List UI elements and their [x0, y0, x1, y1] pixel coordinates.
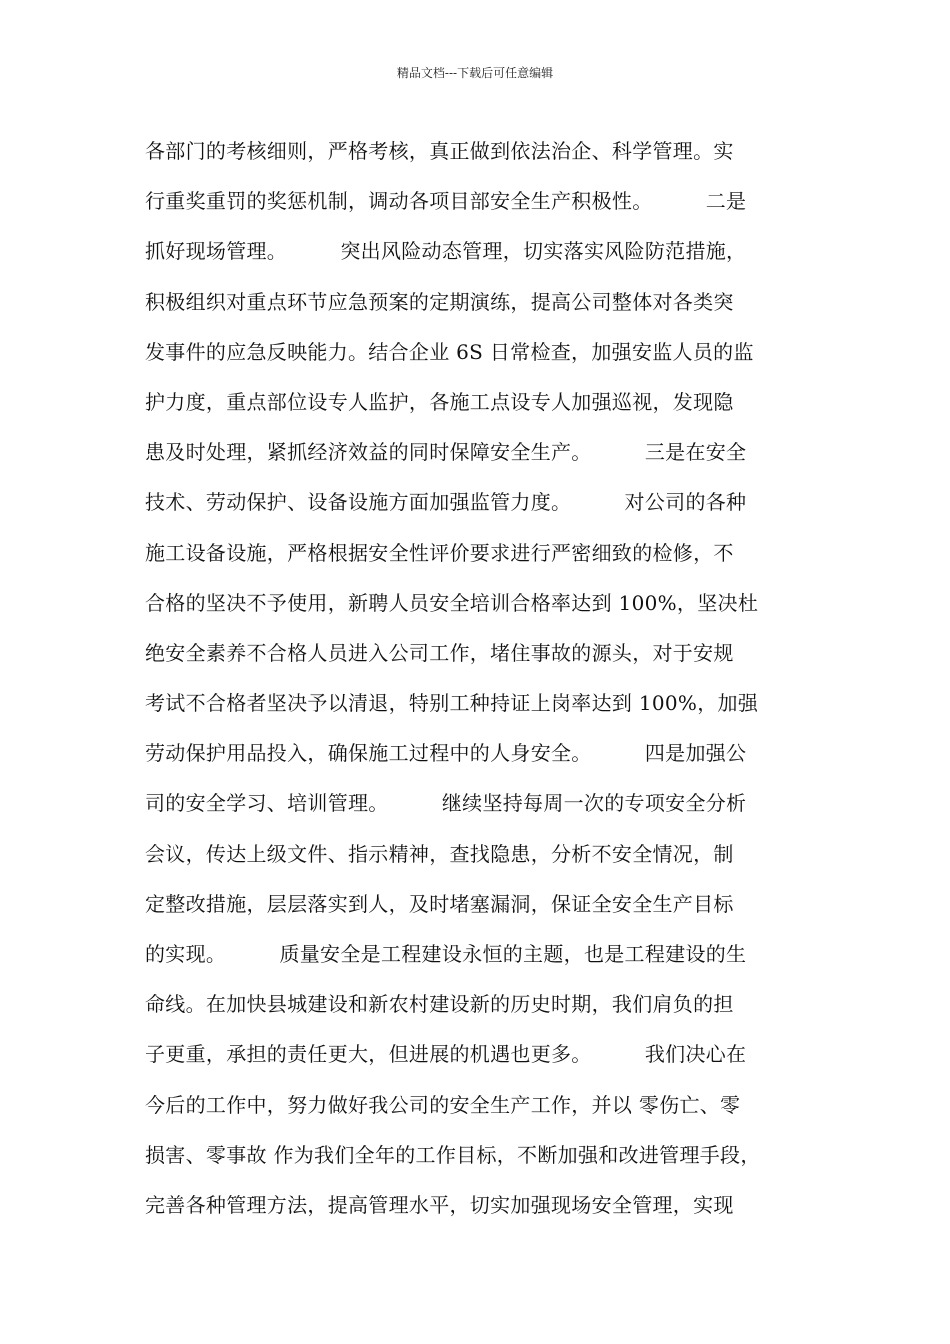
document-body [145, 126, 845, 1230]
text-line: 发事件的应急反映能力。结合企业 6S 日常检查，加强安监人员的监 [145, 339, 754, 364]
text-line: 行重奖重罚的奖惩机制，调动各项目部安全生产积极性。 二是 [145, 189, 747, 214]
text-line: 患及时处理，紧抓经济效益的同时保障安全生产。 三是在安全 [145, 440, 747, 465]
text-line: 完善各种管理方法，提高管理水平，切实加强现场安全管理，实现 [145, 1192, 734, 1217]
text-line: 会议，传达上级文件、指示精神，查找隐患，分析不安全情况，制 [145, 841, 734, 866]
text-line: 今后的工作中，努力做好我公司的安全生产工作，并以 零伤亡、零 [145, 1092, 741, 1117]
text-line: 合格的坚决不予使用，新聘人员安全培训合格率达到 100%，坚决杜 [145, 590, 759, 615]
text-line: 考试不合格者坚决予以清退，特别工种持证上岗率达到 100%，加强 [145, 691, 759, 716]
text-line: 抓好现场管理。 突出风险动态管理，切实落实风险防范措施， [145, 239, 747, 264]
text-line: 绝安全素养不合格人员进入公司工作，堵住事故的源头，对于安规 [145, 640, 734, 665]
text-line: 护力度，重点部位设专人监护，各施工点设专人加强巡视，发现隐 [145, 389, 734, 414]
text-line: 命线。在加快县城建设和新农村建设新的历史时期，我们肩负的担 [145, 992, 734, 1017]
text-line: 劳动保护用品投入，确保施工过程中的人身安全。 四是加强公 [145, 741, 747, 766]
text-line: 积极组织对重点环节应急预案的定期演练，提高公司整体对各类突 [145, 289, 734, 314]
page-header: 精品文档---下载后可任意编辑 [396, 66, 554, 80]
text-line: 各部门的考核细则，严格考核，真正做到依法治企、科学管理。实 [145, 139, 734, 163]
text-line: 技术、劳动保护、设备设施方面加强监管力度。 对公司的各种 [145, 490, 747, 515]
text-line: 司的安全学习、培训管理。 继续坚持每周一次的专项安全分析 [145, 791, 747, 816]
text-line: 的实现。 质量安全是工程建设永恒的主题，也是工程建设的生 [145, 942, 747, 966]
text-line: 定整改措施，层层落实到人，及时堵塞漏洞，保证全安全生产目标 [145, 891, 734, 916]
text-line: 损害、零事故 作为我们全年的工作目标，不断加强和改进管理手段， [145, 1142, 761, 1167]
text-line: 子更重，承担的责任更大，但进展的机遇也更多。 我们决心在 [145, 1042, 747, 1067]
text-line: 施工设备设施，严格根据安全性评价要求进行严密细致的检修，不 [145, 540, 734, 565]
